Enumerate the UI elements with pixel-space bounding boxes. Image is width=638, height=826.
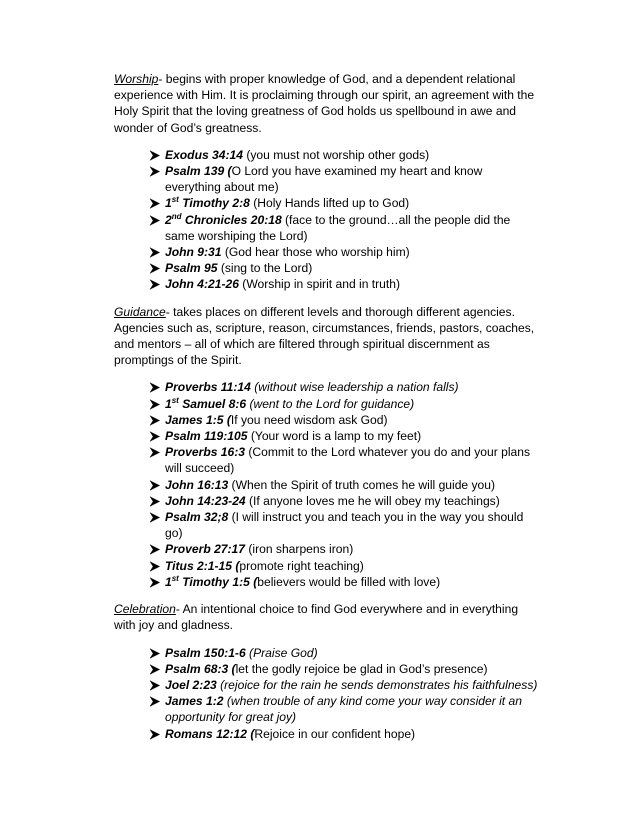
reference-note: (rejoice for the rain he sends demonstrates his faithfulness)	[216, 677, 538, 692]
reference-note: (Praise God)	[245, 645, 318, 660]
document-body	[114, 71, 540, 742]
scripture-list-item	[149, 163, 540, 195]
scripture-list-item	[149, 260, 540, 276]
scripture-list-item	[149, 477, 540, 493]
arrowhead-bullet-icon	[149, 163, 163, 177]
scripture-reference	[165, 494, 246, 508]
section-definition-worship	[114, 71, 540, 136]
reference-note: promote right teaching)	[239, 558, 364, 573]
arrowhead-bullet-icon	[149, 661, 163, 675]
scripture-reference	[165, 646, 246, 660]
scripture-reference	[165, 678, 217, 692]
arrowhead-bullet-icon	[149, 493, 163, 507]
scripture-reference	[165, 413, 231, 427]
arrowhead-bullet-icon	[149, 379, 163, 393]
reference-text: John 16:13	[165, 477, 229, 492]
reference-text: Proverbs 11:14	[165, 380, 251, 395]
arrowhead-bullet-icon	[149, 477, 163, 491]
arrowhead-bullet-icon	[149, 558, 163, 572]
scripture-list-item	[149, 276, 540, 292]
arrowhead-bullet-icon	[149, 276, 163, 290]
reference-note: (you must not worship other gods)	[242, 147, 430, 162]
reference-text: Exodus 34:14	[165, 147, 243, 162]
arrowhead-bullet-icon	[149, 693, 163, 707]
scripture-list-item	[149, 693, 540, 725]
arrowhead-bullet-icon	[149, 574, 163, 588]
reference-text: Timothy 1:5 (	[178, 574, 258, 589]
definition-text: - An intentional choice to find God everywhere and in everything with joy and gladness.	[114, 602, 519, 633]
reference-text: Psalm 32;8	[165, 510, 229, 525]
scripture-reference	[165, 478, 228, 492]
reference-text: Joel 2:23	[165, 677, 217, 692]
scripture-reference	[165, 164, 232, 178]
scripture-list-item	[149, 677, 540, 693]
scripture-list-item	[149, 396, 540, 412]
section-term: Celebration	[114, 602, 176, 617]
scripture-reference	[165, 261, 217, 275]
reference-text: Romans 12:12 (	[165, 726, 255, 741]
scripture-list-item	[149, 645, 540, 661]
arrowhead-bullet-icon	[149, 212, 163, 226]
reference-text: Samuel 8:6	[178, 396, 247, 411]
scripture-reference	[165, 245, 221, 259]
scripture-list-item	[149, 509, 540, 541]
definition-text: - takes places on different levels and thorough different agencies. Agencies such as, scripture, reason, circumstances, friends, pastors, coaches, and mentors – all of which are filtered through spiritual discernment as promptings of the Spirit.	[114, 304, 535, 368]
arrowhead-bullet-icon	[149, 509, 163, 523]
reference-note: believers would be filled with love)	[257, 574, 441, 589]
scripture-list	[114, 379, 540, 590]
reference-text: Psalm 119:105	[165, 429, 248, 444]
scripture-reference	[165, 429, 247, 443]
arrowhead-bullet-icon	[149, 428, 163, 442]
ordinal-suffix: nd	[171, 211, 182, 221]
reference-note: (sing to the Lord)	[217, 261, 313, 276]
ordinal-suffix: st	[171, 395, 179, 405]
scripture-list-item	[149, 428, 540, 444]
reference-note: (I will instruct you and teach you in the way you should go)	[165, 510, 524, 541]
reference-note: let the godly rejoice be glad in God’s presence)	[235, 661, 488, 676]
section-term: Worship	[114, 72, 159, 86]
section-definition-guidance	[114, 304, 540, 369]
reference-text: Psalm 150:1-6	[165, 645, 246, 660]
ordinal-suffix: st	[171, 195, 179, 205]
arrowhead-bullet-icon	[149, 412, 163, 426]
book-number: 2	[165, 212, 172, 227]
reference-text: John 14:23-24	[165, 493, 246, 508]
scripture-list-item	[149, 574, 540, 590]
definition-text: - begins with proper knowledge of God, and a dependent relational experience with Him. It is proclaiming through our spirit, an agreement with the Holy Spirit that the loving greatness of God holds us spellbound in awe and wonder of God’s greatness.	[114, 72, 535, 135]
book-number: 1	[165, 396, 172, 411]
reference-text: Titus 2:1-15 (	[165, 558, 240, 573]
arrowhead-bullet-icon	[149, 444, 163, 458]
arrowhead-bullet-icon	[149, 260, 163, 274]
reference-text: Psalm 68:3 (	[165, 661, 236, 676]
arrowhead-bullet-icon	[149, 244, 163, 258]
reference-note: (when trouble of any kind come your way consider it an opportunity for great joy)	[165, 694, 522, 725]
book-number: 1	[165, 574, 172, 589]
scripture-reference	[165, 662, 236, 676]
scripture-reference	[165, 694, 224, 708]
scripture-reference	[165, 542, 245, 556]
arrowhead-bullet-icon	[149, 147, 163, 161]
section-definition-celebration	[114, 601, 540, 633]
reference-note: (went to the Lord for guidance)	[246, 396, 415, 411]
scripture-list	[114, 147, 540, 293]
reference-text: Chronicles 20:18	[181, 212, 282, 227]
scripture-list-item	[149, 444, 540, 476]
scripture-reference	[165, 445, 245, 459]
scripture-list-item	[149, 661, 540, 677]
reference-text: Timothy 2:8	[178, 196, 250, 211]
arrowhead-bullet-icon	[149, 541, 163, 555]
arrowhead-bullet-icon	[149, 726, 163, 740]
reference-note: (without wise leadership a nation falls)	[250, 380, 459, 395]
reference-note: If you need wisdom ask God)	[230, 412, 388, 427]
reference-text: Proverbs 16:3	[165, 445, 245, 460]
scripture-reference	[165, 510, 228, 524]
reference-note: (When the Spirit of truth comes he will guide you)	[228, 477, 496, 492]
ordinal-suffix: st	[171, 573, 179, 583]
arrowhead-bullet-icon	[149, 396, 163, 410]
reference-text: James 1:5 (	[165, 412, 231, 427]
scripture-list-item	[149, 541, 540, 557]
scripture-reference	[165, 148, 243, 162]
reference-note: (Commit to the Lord whatever you do and your plans will succeed)	[165, 445, 531, 476]
arrowhead-bullet-icon	[149, 677, 163, 691]
reference-note: (Your word is a lamp to my feet)	[247, 429, 422, 444]
reference-text: John 9:31	[165, 245, 222, 260]
scripture-reference	[165, 397, 246, 411]
scripture-reference	[165, 575, 257, 589]
scripture-reference	[165, 196, 250, 210]
scripture-list-item	[149, 726, 540, 742]
scripture-reference	[165, 213, 282, 227]
reference-note: (Worship in spirit and in truth)	[238, 277, 401, 292]
scripture-list-item	[149, 379, 540, 395]
section-term: Guidance	[114, 304, 166, 319]
scripture-list-item	[149, 195, 540, 211]
reference-text: Psalm 95	[165, 261, 218, 276]
reference-note: (face to the ground…all the people did the same worshiping the Lord)	[165, 212, 511, 243]
reference-note: (God hear those who worship him)	[221, 245, 410, 260]
reference-text: Proverb 27:17	[165, 542, 245, 557]
arrowhead-bullet-icon	[149, 645, 163, 659]
reference-text: John 4:21-26	[165, 277, 239, 292]
scripture-list-item	[149, 244, 540, 260]
reference-note: (Holy Hands lifted up to God)	[249, 196, 410, 211]
scripture-list-item	[149, 412, 540, 428]
scripture-list-item	[149, 493, 540, 509]
reference-text: Psalm 139 (	[165, 164, 232, 179]
scripture-list-item	[149, 558, 540, 574]
scripture-reference	[165, 559, 239, 573]
reference-note: Rejoice in our confident hope)	[254, 726, 416, 741]
reference-text: James 1:2	[165, 694, 224, 709]
reference-note: O Lord you have examined my heart and know everything about me)	[165, 164, 483, 195]
arrowhead-bullet-icon	[149, 195, 163, 209]
scripture-list	[114, 645, 540, 742]
reference-note: (If anyone loves me he will obey my teachings)	[245, 493, 500, 508]
reference-note: (iron sharpens iron)	[245, 542, 354, 557]
book-number: 1	[165, 196, 172, 211]
scripture-reference	[165, 727, 254, 741]
scripture-list-item	[149, 212, 540, 244]
scripture-reference	[165, 380, 251, 394]
scripture-reference	[165, 277, 239, 291]
scripture-list-item	[149, 147, 540, 163]
